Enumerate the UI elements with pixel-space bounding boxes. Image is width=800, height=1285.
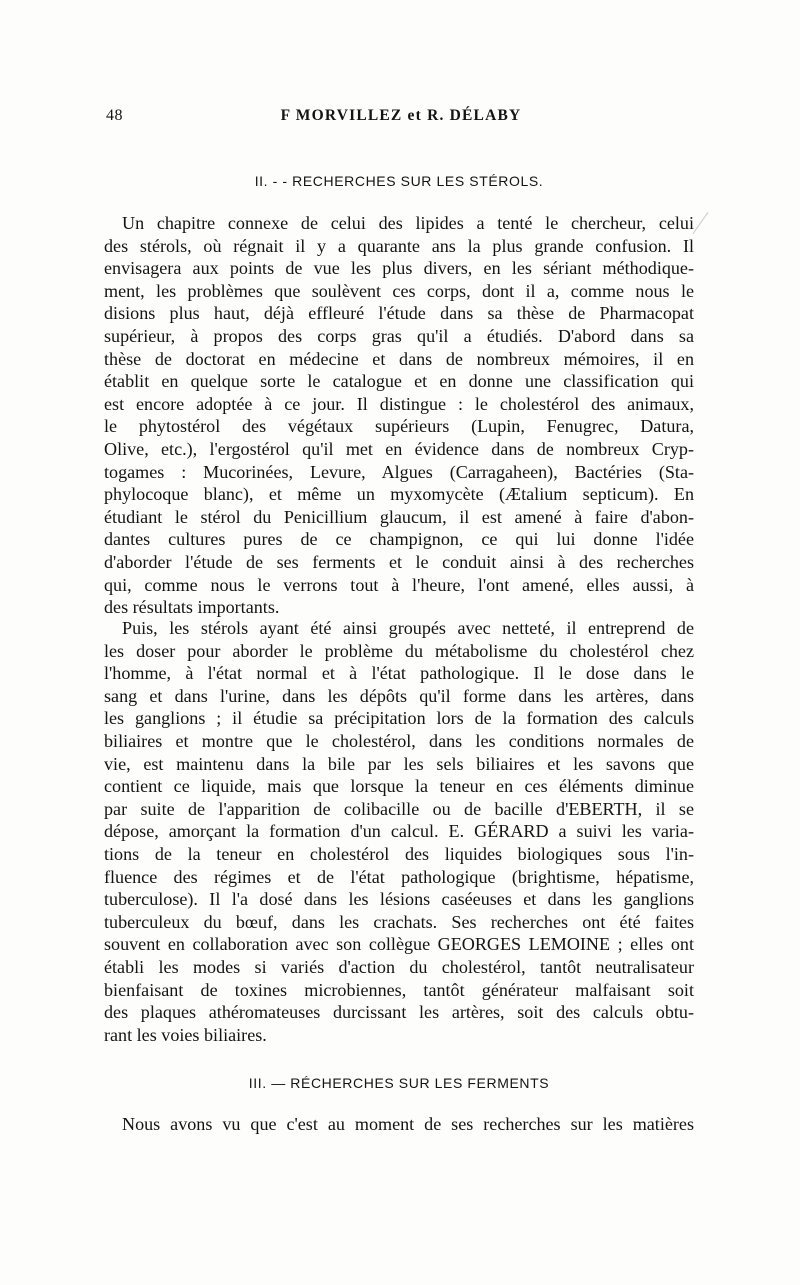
text-line: disions plus haut, déjà effleuré l'étude dans sa thèse de Pharmacopat bbox=[104, 303, 694, 324]
text-line: bienfaisant de toxines microbiennes, tantôt générateur malfaisant soit bbox=[104, 979, 694, 1000]
paragraph-sterols-intro bbox=[104, 212, 694, 619]
text-line: contient ce liquide, mais que lorsque la teneur en ces éléments diminue bbox=[104, 776, 694, 797]
text-line: étudiant le stérol du Penicillium glaucum, il est amené à faire d'abon- bbox=[104, 506, 694, 527]
text-line: établit en quelque sorte le catalogue et en donne une classification qui bbox=[104, 371, 694, 392]
text-line: thèse de doctorat en médecine et dans de nombreux mémoires, il en bbox=[104, 348, 694, 369]
text-line: Nous avons vu que c'est au moment de ses recherches sur les matières bbox=[122, 1114, 694, 1134]
text-line: tions de la teneur en cholestérol des liquides biologiques sous l'in- bbox=[104, 843, 694, 864]
page-number: 48 bbox=[106, 107, 123, 124]
text-line: par suite de l'apparition de colibacille ou de bacille d'EBERTH, il se bbox=[104, 798, 694, 819]
text-line: Un chapitre connexe de celui des lipides a tenté le chercheur, celui bbox=[122, 213, 694, 233]
text-line: dantes cultures pures de ce champignon, ce qui lui donne l'idée bbox=[104, 529, 694, 550]
section-title-ferments: III. — RÉCHERCHES SUR LES FERMENTS bbox=[248, 1075, 550, 1091]
text-line: rant les voies biliaires. bbox=[104, 1024, 267, 1045]
text-line: des stérols, où régnait il y a quarante ans la plus grande confusion. Il bbox=[104, 235, 694, 256]
text-line: établi les modes si variés d'action du cholestérol, tantôt neutralisateur bbox=[104, 956, 694, 977]
text-line: togames : Mucorinées, Levure, Algues (Carragaheen), Bactéries (Sta- bbox=[104, 461, 694, 482]
paragraph-cholesterol-metabolism bbox=[104, 617, 694, 1046]
text-line: biliaires et montre que le cholestérol, dans les conditions normales de bbox=[104, 730, 694, 751]
text-line: l'homme, à l'état normal et à l'état pathologique. Il le dose dans le bbox=[104, 663, 694, 684]
text-line: Puis, les stérols ayant été ainsi groupés avec netteté, il entreprend de bbox=[122, 618, 694, 638]
margin-pencil-mark bbox=[693, 212, 709, 234]
paragraph-ferments-start bbox=[104, 1113, 694, 1136]
text-line: des plaques athéromateuses durcissant les artères, soit des calculs obtu- bbox=[104, 1002, 694, 1023]
running-header bbox=[106, 107, 696, 131]
text-line: supérieur, à propos des corps gras qu'il a étudiés. D'abord dans sa bbox=[104, 325, 694, 346]
text-line: est encore adoptée à ce jour. Il distingue : le cholestérol des animaux, bbox=[104, 393, 694, 414]
text-line: les ganglions ; il étudie sa précipitation lors de la formation des calculs bbox=[104, 708, 694, 729]
text-line: qui, comme nous le verrons tout à l'heure, l'ont amené, elles aussi, à bbox=[104, 574, 694, 595]
text-line: vie, est maintenu dans la bile par les sels biliaires et les savons que bbox=[104, 753, 694, 774]
text-line: tuberculose). Il l'a dosé dans les lésions caséeuses et dans les ganglions bbox=[104, 889, 694, 910]
text-line: phylocoque blanc), et même un myxomycète (Ætalium septicum). En bbox=[104, 484, 694, 505]
text-line: ment, les problèmes que soulèvent ces corps, dont il a, comme nous le bbox=[104, 280, 694, 301]
text-line: envisagera aux points de vue les plus divers, en les sériant méthodique- bbox=[104, 258, 694, 279]
running-title-authors: F MORVILLEZ et R. DÉLABY bbox=[280, 107, 522, 124]
text-line: fluence des régimes et de l'état pathologique (brightisme, hépatisme, bbox=[104, 866, 694, 887]
text-line: le phytostérol des végétaux supérieurs (Lupin, Fenugrec, Datura, bbox=[104, 416, 694, 437]
text-line: sang et dans l'urine, dans les dépôts qu'il forme dans les artères, dans bbox=[104, 685, 694, 706]
text-line: dépose, amorçant la formation d'un calcul. E. GÉRARD a suivi les varia- bbox=[104, 821, 694, 842]
text-line: souvent en collaboration avec son collègue GEORGES LEMOINE ; elles ont bbox=[104, 934, 694, 955]
section-title-sterols: II. - - RECHERCHES SUR LES STÉROLS. bbox=[254, 173, 544, 189]
text-line: les doser pour aborder le problème du métabolisme du cholestérol chez bbox=[104, 640, 694, 661]
text-line: d'aborder l'étude de ses ferments et le conduit ainsi à des recherches bbox=[104, 551, 694, 572]
text-line: tuberculeux du bœuf, dans les crachats. Ses recherches ont été faites bbox=[104, 911, 694, 932]
text-line: Olive, etc.), l'ergostérol qu'il met en évidence dans de nombreux Cryp- bbox=[104, 438, 694, 459]
text-line: des résultats importants. bbox=[104, 597, 280, 618]
